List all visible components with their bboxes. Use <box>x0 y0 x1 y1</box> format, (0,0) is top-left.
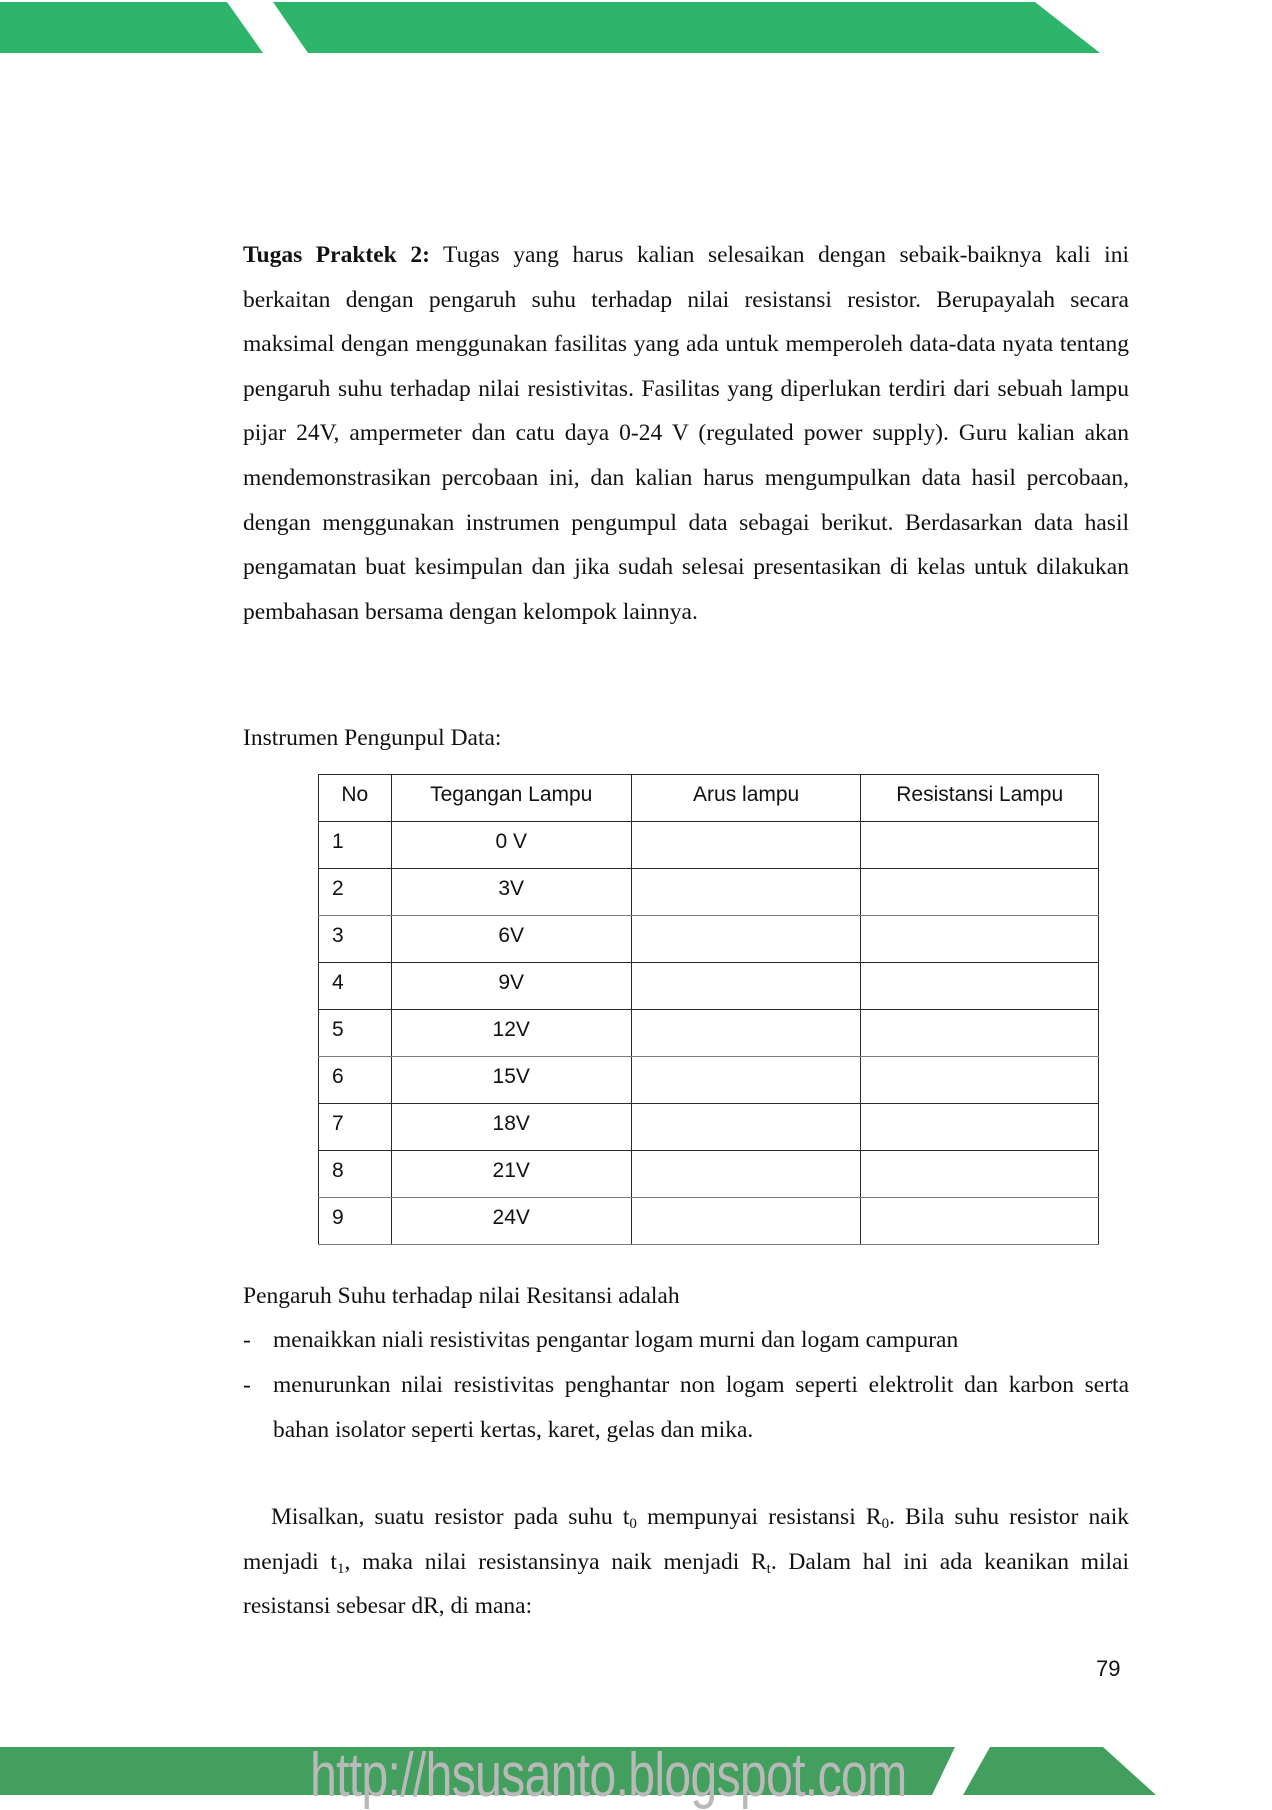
cell-resistance <box>861 1198 1099 1245</box>
example-text: Misalkan, suatu resistor pada suhu t <box>271 1504 630 1530</box>
header-decorative-band <box>0 0 1272 60</box>
cell-voltage: 15V <box>391 1057 631 1104</box>
cell-current <box>631 1151 861 1198</box>
cell-no: 1 <box>319 822 392 869</box>
cell-no: 3 <box>319 916 392 963</box>
cell-current <box>631 963 861 1010</box>
header-band-graphic <box>0 0 1272 60</box>
example-paragraph <box>243 1495 1129 1629</box>
bullet-text: menurunkan nilai resistivitas penghantar non logam seperti elektrolit dan karbon serta bahan isolator seperti kertas, karet, gelas dan mika. <box>273 1372 1129 1443</box>
page-number: 79 <box>1096 1656 1121 1681</box>
cell-voltage: 3V <box>391 869 631 916</box>
header-voltage: Tegangan Lampu <box>391 775 631 822</box>
instrument-label: Instrumen Pengunpul Data: <box>243 725 502 751</box>
table-row <box>319 1198 1099 1245</box>
task-paragraph <box>243 233 1129 634</box>
cell-voltage: 0 V <box>391 822 631 869</box>
cell-no: 2 <box>319 869 392 916</box>
bullet-dash: - <box>243 1372 251 1398</box>
example-text: . Bila suhu resistor naik menjadi t <box>243 1504 1129 1575</box>
cell-current <box>631 869 861 916</box>
cell-resistance <box>861 822 1099 869</box>
cell-resistance <box>861 916 1099 963</box>
table-row <box>319 1010 1099 1057</box>
table-row <box>319 822 1099 869</box>
cell-no: 9 <box>319 1198 392 1245</box>
cell-no: 4 <box>319 963 392 1010</box>
header-band-segment-left <box>0 2 263 53</box>
data-collection-table <box>318 774 1099 1245</box>
cell-voltage: 24V <box>391 1198 631 1245</box>
task-title: Tugas Praktek 2: <box>243 242 430 268</box>
example-text: . Dalam hal ini ada keanikan milai resistansi sebesar dR, di mana: <box>243 1548 1129 1620</box>
cell-resistance <box>861 869 1099 916</box>
table-header-row <box>319 775 1099 822</box>
cell-no: 8 <box>319 1151 392 1198</box>
cell-voltage: 6V <box>391 916 631 963</box>
watermark-url: http://hsusanto.blogspot.com <box>310 1741 907 1810</box>
cell-current <box>631 822 861 869</box>
cell-resistance <box>861 963 1099 1010</box>
cell-voltage: 12V <box>391 1010 631 1057</box>
cell-voltage: 18V <box>391 1104 631 1151</box>
table-row <box>319 1104 1099 1151</box>
header-resistance: Resistansi Lampu <box>861 775 1099 822</box>
cell-current <box>631 1104 861 1151</box>
effect-bullet-item <box>243 1318 1129 1363</box>
cell-resistance <box>861 1010 1099 1057</box>
cell-current <box>631 916 861 963</box>
header-current: Arus lampu <box>631 775 861 822</box>
effect-heading: Pengaruh Suhu terhadap nilai Resitansi adalah <box>243 1283 680 1309</box>
cell-no: 7 <box>319 1104 392 1151</box>
task-body: Tugas yang harus kalian selesaikan dengan sebaik-baiknya kali ini berkaitan dengan pengaruh suhu terhadap nilai resistansi resistor. Berupayalah secara maksimal dengan menggunakan fasilitas yang ada untuk memperoleh data-data nyata tentang pengaruh suhu terhadap nilai resistivitas. Fasilitas yang diperlukan terdiri dari sebuah lampu pijar 24V, ampermeter dan catu daya 0-24 V (regulated power supply). Guru kalian akan mendemonstrasikan percobaan ini, dan kalian harus mengumpulkan data hasil percobaan, dengan menggunakan instrumen pengumpul data sebagai berikut. Berdasarkan data hasil pengamatan buat kesimpulan dan jika sudah selesai presentasikan di kelas untuk dilakukan pembahasan bersama dengan kelompok lainnya. <box>243 242 1129 625</box>
cell-no: 5 <box>319 1010 392 1057</box>
cell-no: 6 <box>319 1057 392 1104</box>
header-no: No <box>319 775 392 822</box>
table-row <box>319 1151 1099 1198</box>
subscript: 0 <box>629 1516 637 1532</box>
effect-bullet-item <box>243 1363 1129 1452</box>
cell-current <box>631 1010 861 1057</box>
cell-current <box>631 1198 861 1245</box>
cell-resistance <box>861 1151 1099 1198</box>
cell-resistance <box>861 1104 1099 1151</box>
subscript: t <box>766 1560 771 1577</box>
table-row <box>319 1057 1099 1104</box>
example-text: mempunyai resistansi R <box>636 1504 882 1530</box>
cell-voltage: 9V <box>391 963 631 1010</box>
cell-current <box>631 1057 861 1104</box>
footer-band-segment-right <box>963 1747 1156 1795</box>
example-text: , maka nilai resistansinya naik menjadi R <box>344 1548 767 1575</box>
table-row <box>319 963 1099 1010</box>
header-band-segment-main <box>273 2 1100 53</box>
cell-resistance <box>861 1057 1099 1104</box>
subscript: 1 <box>336 1560 345 1577</box>
bullet-text: menaikkan niali resistivitas pengantar logam murni dan logam campuran <box>273 1327 959 1353</box>
cell-voltage: 21V <box>391 1151 631 1198</box>
subscript: 0 <box>881 1516 890 1532</box>
table-row <box>319 916 1099 963</box>
bullet-dash: - <box>243 1327 251 1353</box>
table-row <box>319 869 1099 916</box>
